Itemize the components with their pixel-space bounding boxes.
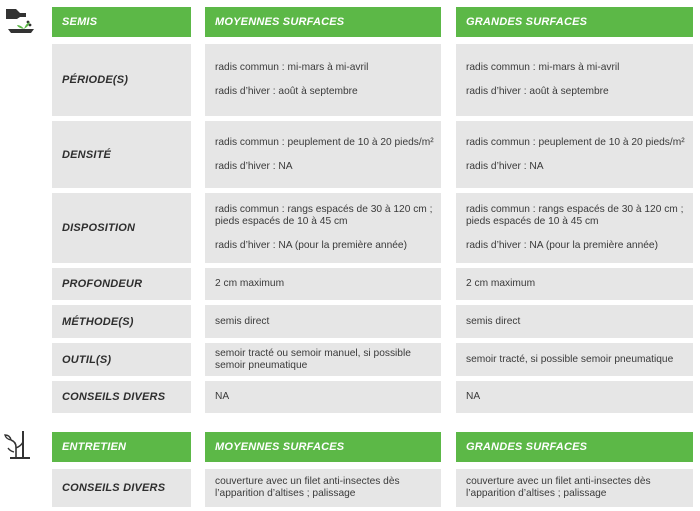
section2-medium-text: couverture avec un filet anti-insectes dès l’apparition d’altises ; palissage bbox=[215, 476, 400, 499]
section1-header-2: GRANDES SURFACES bbox=[456, 7, 693, 37]
section1-header-0: SEMIS bbox=[52, 7, 191, 37]
section1-large-cell bbox=[456, 343, 693, 376]
section1-large-text: semoir tracté, si possible semoir pneumatique bbox=[466, 353, 674, 365]
section1-medium-text: radis d’hiver : août à septembre bbox=[215, 86, 358, 97]
section1-large-cell bbox=[456, 381, 693, 413]
section1-header-1: MOYENNES SURFACES bbox=[205, 7, 441, 37]
section1-medium-text: radis commun : peuplement de 10 à 20 pieds/m² bbox=[215, 136, 434, 148]
section1-medium-cell bbox=[205, 381, 441, 413]
section1-large-text: radis commun : peuplement de 10 à 20 pieds/m² bbox=[466, 136, 685, 148]
section1-medium-text: semoir tracté ou semoir manuel, si possible semoir pneumatique bbox=[215, 347, 411, 371]
section2-large-text: couverture avec un filet anti-insectes dès l’apparition d’altises ; palissage bbox=[466, 476, 651, 499]
section1-medium-text: NA bbox=[215, 391, 230, 402]
section2-header-0: ENTRETIEN bbox=[52, 432, 191, 462]
section2-large-cell bbox=[456, 469, 693, 507]
section1-large-text: semis direct bbox=[466, 315, 521, 327]
plant-stake-icon bbox=[2, 430, 40, 462]
section1-row-label: PÉRIODE(S) bbox=[52, 44, 191, 116]
section2-row-label: CONSEILS DIVERS bbox=[52, 469, 191, 507]
section1-row-label: CONSEILS DIVERS bbox=[52, 381, 191, 413]
section1-medium-cell bbox=[205, 193, 441, 263]
section1-medium-cell bbox=[205, 343, 441, 376]
section1-row-label: OUTIL(S) bbox=[52, 343, 191, 376]
section1-large-text: radis commun : mi-mars à mi-avril bbox=[466, 62, 620, 73]
section1-row-label: DISPOSITION bbox=[52, 193, 191, 263]
section1-large-text: NA bbox=[466, 391, 481, 402]
section1-medium-cell bbox=[205, 268, 441, 300]
section1-row-label: MÉTHODE(S) bbox=[52, 305, 191, 338]
section1-large-cell bbox=[456, 305, 693, 338]
sowing-hand-icon-graphic bbox=[2, 5, 40, 37]
section1-medium-text: radis commun : rangs espacés de 30 à 120 cm ; pieds espacés de 10 à 45 cm bbox=[215, 204, 433, 227]
section1-medium-text: radis d’hiver : NA bbox=[215, 160, 293, 172]
section1-large-cell bbox=[456, 121, 693, 188]
section2-header-1: MOYENNES SURFACES bbox=[205, 432, 441, 462]
section2-medium-cell bbox=[205, 469, 441, 507]
section1-medium-cell bbox=[205, 305, 441, 338]
section1-large-text: radis d’hiver : NA bbox=[466, 160, 544, 172]
section1-large-text: radis d’hiver : août à septembre bbox=[466, 86, 609, 97]
section1-medium-cell bbox=[205, 121, 441, 188]
section2-header-2: GRANDES SURFACES bbox=[456, 432, 693, 462]
section1-row-label: PROFONDEUR bbox=[52, 268, 191, 300]
section1-medium-cell bbox=[205, 44, 441, 116]
section1-row-label: DENSITÉ bbox=[52, 121, 191, 188]
section1-medium-text: radis d’hiver : NA (pour la première année) bbox=[215, 240, 407, 251]
section1-large-cell bbox=[456, 268, 693, 300]
section1-medium-text: radis commun : mi-mars à mi-avril bbox=[215, 62, 369, 73]
sowing-hand-icon bbox=[2, 5, 40, 37]
section1-large-text: radis commun : rangs espacés de 30 à 120 cm ; pieds espacés de 10 à 45 cm bbox=[466, 204, 684, 227]
section1-medium-text: 2 cm maximum bbox=[215, 278, 285, 289]
section1-large-text: 2 cm maximum bbox=[466, 278, 536, 289]
section1-large-text: radis d’hiver : NA (pour la première année) bbox=[466, 240, 658, 251]
section1-large-cell bbox=[456, 44, 693, 116]
plant-stake-icon-graphic bbox=[2, 430, 40, 462]
section1-medium-text: semis direct bbox=[215, 315, 270, 327]
section1-large-cell bbox=[456, 193, 693, 263]
